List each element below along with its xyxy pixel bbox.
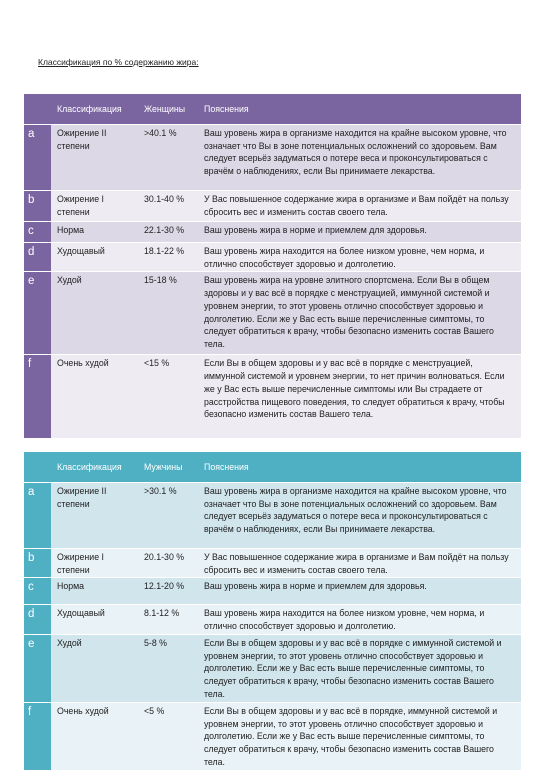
men-classification-table xyxy=(24,452,521,771)
row-classification: Ожирение II степени xyxy=(51,483,138,549)
row-note: Если Вы в общем здоровы и у вас всё в порядке с менструацией, иммунной системой и уровнем энергии, то нет причин волноваться. Если же у Вас есть выше перечисленные симптомы или Вы страдаете от расстройства пищевого поведения, то следует обратиться к врачу, чтобы безопасно изменить состав Вашего тела. xyxy=(198,355,521,439)
row-classification: Худощавый xyxy=(51,605,138,634)
row-letter: e xyxy=(24,634,51,702)
row-letter: b xyxy=(24,549,51,578)
table-row xyxy=(24,125,521,191)
row-letter: c xyxy=(24,222,51,243)
row-letter: f xyxy=(24,702,51,770)
table-row xyxy=(24,272,521,355)
row-classification: Худощавый xyxy=(51,243,138,272)
row-note: Ваш уровень жира в организме находится на крайне высоком уровне, что означает что Вы в зоне потенциальных осложнений со здоровьем. Вам следует всерьёз задуматься о потере веса и проконсультироваться с врачём о наблюдениях, если Вы принимаете лекарства. xyxy=(198,483,521,549)
row-value: 22.1-30 % xyxy=(138,222,198,243)
table-row xyxy=(24,191,521,222)
row-letter: c xyxy=(24,578,51,605)
table-header-row xyxy=(24,94,521,125)
row-note: Если Вы в общем здоровы и у вас всё в порядке, иммунной системой и уровнем энергии, то этот уровень отлично способствует здоровью и долголетию. Если же у Вас есть выше перечисленные симптомы, то следует обратиться к врачу, чтобы безопасно изменить состав Вашего тела. xyxy=(198,702,521,770)
header-note: Пояснения xyxy=(198,94,521,125)
row-note: У Вас повышенное содержание жира в организме и Вам пойдёт на пользу сбросить вес и изменить состав своего тела. xyxy=(198,549,521,578)
row-note: Ваш уровень жира в норме и приемлем для здоровья. xyxy=(198,578,521,605)
row-value: 5-8 % xyxy=(138,634,198,702)
header-letter-cell xyxy=(24,452,51,483)
header-letter-cell xyxy=(24,94,51,125)
row-value: 15-18 % xyxy=(138,272,198,355)
row-letter: d xyxy=(24,605,51,634)
row-classification: Очень худой xyxy=(51,355,138,439)
row-value: 8.1-12 % xyxy=(138,605,198,634)
row-note: Ваш уровень жира на уровне элитного спортсмена. Если Вы в общем здоровы и у вас всё в порядке с менструацией, иммунной системой и уровнем энергии, то этот уровень отлично способствует здоровью и долголетию. Если же у Вас есть выше перечисленные симптомы, то следует обратиться к врачу, чтобы безопасно изменить состав Вашего тела. xyxy=(198,272,521,355)
header-classification: Классификация xyxy=(51,452,138,483)
row-classification: Ожирение II степени xyxy=(51,125,138,191)
row-value: 30.1-40 % xyxy=(138,191,198,222)
header-note: Пояснения xyxy=(198,452,521,483)
table-row xyxy=(24,222,521,243)
header-classification: Классификация xyxy=(51,94,138,125)
row-note: Ваш уровень жира в организме находится на крайне высоком уровне, что означает что Вы в зоне потенциальных осложнений со здоровьем. Вам следует всерьёз задуматься о потере веса и проконсультироваться с врачём о наблюдениях, если Вы принимаете лекарства. xyxy=(198,125,521,191)
row-value: <15 % xyxy=(138,355,198,439)
table-row xyxy=(24,483,521,549)
table-row xyxy=(24,634,521,702)
row-letter: d xyxy=(24,243,51,272)
row-letter: b xyxy=(24,191,51,222)
row-value: 18.1-22 % xyxy=(138,243,198,272)
table-header-row xyxy=(24,452,521,483)
row-value: 20.1-30 % xyxy=(138,549,198,578)
row-classification: Ожирение I степени xyxy=(51,191,138,222)
row-letter: a xyxy=(24,125,51,191)
row-letter: a xyxy=(24,483,51,549)
table-row xyxy=(24,605,521,634)
row-classification: Очень худой xyxy=(51,702,138,770)
table-row xyxy=(24,355,521,439)
row-classification: Норма xyxy=(51,222,138,243)
row-note: У Вас повышенное содержание жира в организме и Вам пойдёт на пользу сбросить вес и изменить состав своего тела. xyxy=(198,191,521,222)
row-letter: e xyxy=(24,272,51,355)
row-letter: f xyxy=(24,355,51,439)
row-note: Если Вы в общем здоровы и у вас всё в порядке с иммунной системой и уровнем энергии, то этот уровень отлично способствует здоровью и долголетию. Если же у Вас есть выше перечисленные симптомы, то следует обратиться к врачу, чтобы безопасно изменить состав Вашего тела. xyxy=(198,634,521,702)
row-value: <5 % xyxy=(138,702,198,770)
table-row xyxy=(24,578,521,605)
table-row xyxy=(24,549,521,578)
table-row xyxy=(24,243,521,272)
row-value: >30.1 % xyxy=(138,483,198,549)
row-classification: Норма xyxy=(51,578,138,605)
header-women: Женщины xyxy=(138,94,198,125)
row-value: >40.1 % xyxy=(138,125,198,191)
row-note: Ваш уровень жира находится на более низком уровне, чем норма, и отлично способствует здоровью и долголетию. xyxy=(198,605,521,634)
header-men: Мужчины xyxy=(138,452,198,483)
row-classification: Худой xyxy=(51,634,138,702)
row-classification: Ожирение I степени xyxy=(51,549,138,578)
women-classification-table xyxy=(24,94,521,439)
table-row xyxy=(24,702,521,770)
page-heading: Классификация по % содержанию жира: xyxy=(38,57,199,67)
row-classification: Худой xyxy=(51,272,138,355)
row-note: Ваш уровень жира находится на более низком уровне, чем норма, и отлично способствует здоровью и долголетию. xyxy=(198,243,521,272)
row-note: Ваш уровень жира в норме и приемлем для здоровья. xyxy=(198,222,521,243)
row-value: 12.1-20 % xyxy=(138,578,198,605)
